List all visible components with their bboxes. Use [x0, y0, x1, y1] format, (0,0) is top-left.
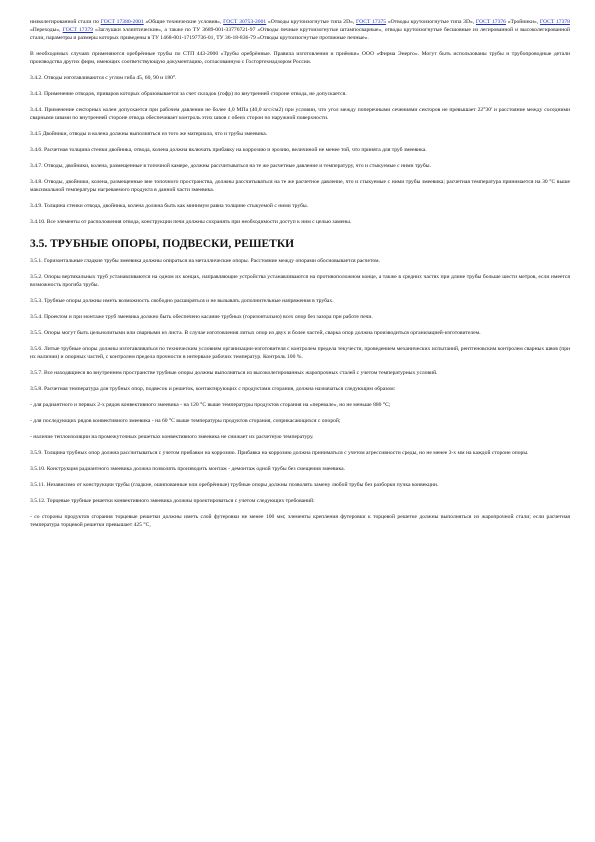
clause-3-4-4: 3.4.4. Применение секторных колен допускается при рабочем давлении не более 4,0 МПа (40,0 кгс/см2) при условии, что угол между поперечными сечениями секторов не превышает 22°30' и расстояние между соседними сварными швами по внутренней стороне отвода обеспечивает контроль этих швов с обеих сторон по наружной поверхности. [30, 107, 570, 121]
list-item-lining: - со стороны продуктов сгорания торцевые решетки должны иметь слой футеровки не менее 100 мм; элементы крепления футеровки к торцевой решетке должны выполняться из жаропрочной стали; если расчетная температура торцевой решетки превышает 425 °С, [30, 514, 570, 528]
clause-3-4-3: 3.4.3. Применение отводов, приваров которых образовывается за счет складок (гофр) по внутренней стороне отвода, не допускается. [30, 91, 347, 97]
text-run: «Отводы крутоизогнутые типа 3D», [386, 19, 476, 25]
clause-3-5-3: 3.5.3. Трубные опоры должны иметь возможность свободно расширяться и не вызывать дополнительные напряжения в трубах. [30, 298, 334, 304]
clause-3-4-5: 3.4.5 Двойники, отводы и колена должны выполняться из того же материала, что и трубы змеевика. [30, 131, 268, 137]
clause-3-5-5: 3.5.5. Опоры могут быть цельнолитыми или сварными из листа. В случае изготовления литых опор из двух и более частей, сварка опор должна производиться организацией-изготовителем. [30, 330, 481, 336]
gost-link-30753[interactable]: ГОСТ 30753-2001 [223, 19, 267, 25]
intro-paragraph-1 [30, 18, 570, 42]
text-run: «Переходы», [30, 27, 63, 33]
text-run: «Заглушки эллиптические», а также по ТУ 3689-001-33776721-97 «Отводы печные крутоизогнутые штампосварные», отводы крутоизогнутые бесшовные из легированной и высоколегированной стали, параметры и размеры которых приведены в ТУ 1468-001-17197736-01, ТУ 36-18-836-79 «Отводы крутоизогнутые протяжные печные». [30, 27, 571, 41]
clause-3-5-4: 3.5.4. Проектом и при монтаже труб змеевика должно быть обеспечено касание трубных (горизонтально) всех опор без зазора при работе печи. [30, 314, 373, 320]
clause-3-4-6: 3.4.6. Расчетная толщина стенки двойника, отвода, колена должна включать прибавку на коррозию и эрозию, величиной не менее той, что принята для труб змеевика. [30, 147, 427, 153]
intro-paragraph-2: В необходимых случаях применяются оребрённые трубы по СТП 443-2000 «Трубы оребрённые. Правила изготовления и приёмки» ООО «Фирма Энерго». Могут быть использованы трубы и трубопроводные детали производства других фирм, имеющих соответствующую документацию, согласованную с Госгортехнадзором России. [30, 51, 570, 65]
clause-3-4-7: 3.4.7. Отводы, двойники, колена, размещенные в топочной камере, должны рассчитываться на те же расчетные давление и температуру, что и стыкуемые с ними трубы. [30, 163, 431, 169]
clause-3-5-9: 3.5.9. Толщина трубных опор должна рассчитываться с учетом прибавки на коррозию. Прибавка на коррозию должна приниматься с учетом агрессивности среды, но не менее 3-х мм на каждой стороне опоры. [30, 450, 529, 456]
clause-3-5-2: 3.5.2. Опоры вертикальных труб устанавливаются на одном их концах, направляющие устройства устанавливаются на противоположном конце, а также в средних частях при длине трубы больше шести метров, если имеется возможность прогиба трубы. [30, 274, 570, 288]
text-run: «Тройники», [505, 19, 540, 25]
list-item-insulation: - наличие теплоизоляции на промежуточных решетках конвективного змеевика не снижает их расчетную температуру. [30, 434, 314, 440]
text-run: «Отводы крутоизогнутые типа 2D», [266, 19, 357, 25]
clause-3-5-6: 3.5.6. Литые трубные опоры должны изготавливаться по техническим условиям организации-изготовителя с контролем предела текучести, проведением механических испытаний, рентгеновским контролем сварных швов (при их наличии) и опорных частей, с контролем предела прочности в интервале рабочих температур. Контроль 100 %. [30, 346, 570, 360]
document-page [30, 18, 570, 529]
list-item-convective: - для последующих рядов конвективного змеевика - на 60 °С выше температуры продуктов сгорания, соприкасающихся с опорой; [30, 418, 341, 424]
gost-link-17378[interactable]: ГОСТ 17378 [539, 19, 570, 25]
clause-3-5-12: 3.5.12. Торцевые трубные решетки конвективного змеевика должны проектироваться с учетом следующих требований: [30, 498, 315, 504]
gost-link-17376[interactable]: ГОСТ 17376 [475, 19, 506, 25]
clause-3-5-8: 3.5.8. Расчетная температура для трубных опор, подвесок и решеток, контактирующих с продуктами сгорания, должна назначаться следующим образом: [30, 386, 396, 392]
gost-link-17375[interactable]: ГОСТ 17375 [356, 19, 387, 25]
gost-link-17380[interactable]: ГОСТ 17380-2001 [100, 19, 144, 25]
clause-3-5-1: 3.5.1. Горизонтальные гладкие трубы змеевика должны опираться на металлические опоры. Расстояние между опорами обосновывается расчетом. [30, 258, 380, 264]
list-item-radiant: - для радиантного и первых 2-х рядов конвективного змеевика - на 120 °С выше температуры продуктов сгорания на «перевале», но не меньше 880 °С; [30, 402, 391, 408]
clause-3-5-11: 3.5.11. Независимо от конструкции трубы (гладкие, ошипованные или оребрённые) трубные опоры должны позволять замену любой трубы без разборки пучка конвекции. [30, 482, 439, 488]
text-run: низколегированной стали по [30, 19, 101, 25]
clause-3-4-2: 3.4.2. Отводы изготавливаются с углом гиба 45, 60, 90 и 180°. [30, 75, 177, 81]
gost-link-17379[interactable]: ГОСТ 17379 [62, 27, 93, 33]
clause-3-5-7: 3.5.7. Все находящиеся во внутреннем пространстве трубные опоры должны выполняться из высоколегированных жаропрочных сталей с учетом температурных условий. [30, 370, 438, 376]
clause-3-4-9: 3.4.9. Толщина стенки отвода, двойника, колена должна быть как минимум равна толщине стыкуемой с ними трубы. [30, 203, 309, 209]
clause-3-4-8: 3.4.8. Отводы, двойники, колена, размещенные вне топочного пространства, должны рассчитываться на те же расчетное давление, что и стыкуемые с ними трубы змеевика; расчетная температура принимается на 30 °С выше максимальной температуры нагреваемого продукта в данной части змеевика. [30, 179, 570, 193]
clause-3-4-10: 3.4.10. Все элементы от расположения отвода, конструкции печи должны сохранять при необходимости доступ к ним с целью замены. [30, 219, 352, 225]
clause-3-5-10: 3.5.10. Конструкция радиантного змеевика должна позволять производить монтаж - демонтаж одной трубы без смещения змеевика. [30, 466, 345, 472]
section-heading: 3.5. ТРУБНЫЕ ОПОРЫ, ПОДВЕСКИ, РЕШЕТКИ [30, 238, 295, 250]
text-run: «Общие технические условия», [143, 19, 224, 25]
